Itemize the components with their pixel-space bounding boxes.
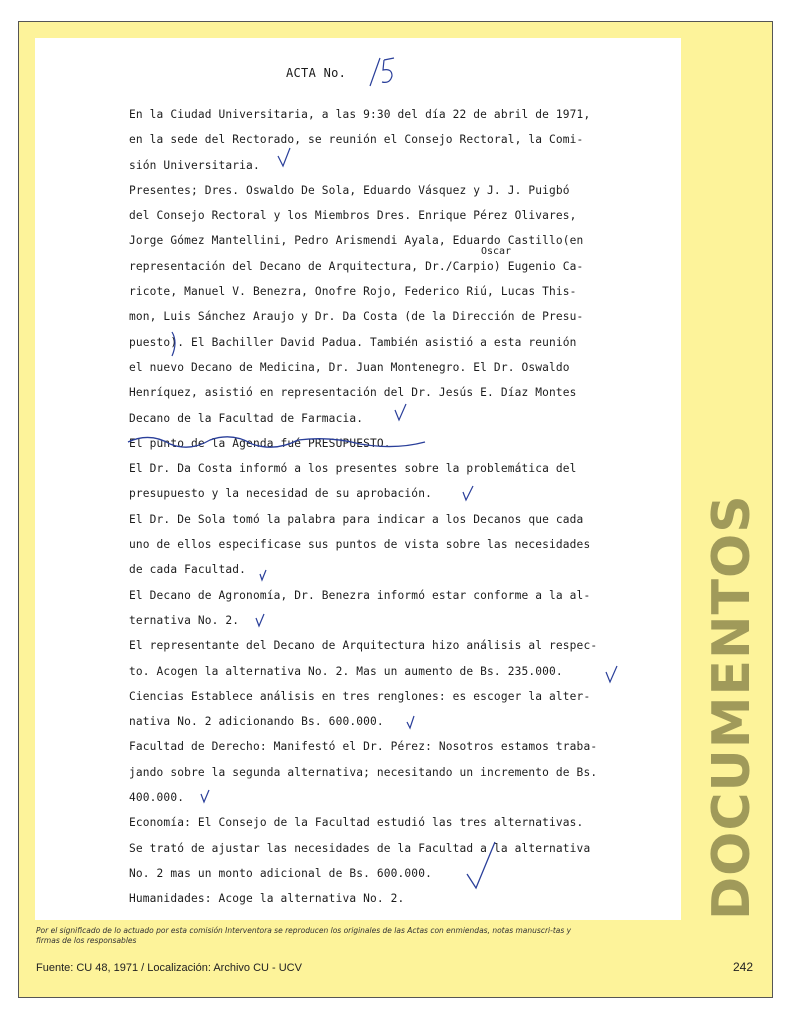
- acta-line: El representante del Decano de Arquitectura hizo análisis al respec-: [129, 639, 598, 653]
- acta-line: sión Universitaria.: [129, 158, 260, 172]
- page-number: 242: [733, 960, 754, 974]
- acta-line: Se trató de ajustar las necesidades de la Facultad a la alternativa: [129, 841, 591, 855]
- acta-line: El Decano de Agronomía, Dr. Benezra informó estar conforme a la al-: [129, 588, 591, 602]
- acta-line: El Dr. De Sola tomó la palabra para indicar a los Decanos que cada: [129, 512, 584, 526]
- acta-line: en la sede del Rectorado, se reunión el Consejo Rectoral, la Comi-: [129, 133, 584, 147]
- section-label: DOCUMENTOS: [702, 494, 762, 920]
- figure-caption: Por el significado de lo actuado por esta comisión Interventora se reproducen los originales de las Actas con enmiendas, notas manuscri-tas y firmas de los responsables: [36, 926, 572, 945]
- acta-line: el nuevo Decano de Medicina, Dr. Juan Montenegro. El Dr. Oswaldo: [129, 360, 570, 374]
- acta-line: nativa No. 2 adicionando Bs. 600.000.: [129, 715, 384, 729]
- acta-line: jando sobre la segunda alternativa; necesitando un incremento de Bs.: [129, 765, 598, 779]
- acta-line: Henríquez, asistió en representación del Dr. Jesús E. Díaz Montes: [129, 386, 577, 400]
- acta-title: ACTA No.: [286, 66, 347, 80]
- acta-line: No. 2 mas un monto adicional de Bs. 600.000.: [129, 866, 432, 880]
- acta-line: del Consejo Rectoral y los Miembros Dres. Enrique Pérez Olivares,: [129, 209, 577, 223]
- acta-line: ricote, Manuel V. Benezra, Onofre Rojo, Federico Riú, Lucas This-: [129, 285, 577, 299]
- acta-line: Humanidades: Acoge la alternativa No. 2.: [129, 892, 405, 906]
- handwritten-acta-number: [360, 50, 400, 90]
- acta-line: El Dr. Da Costa informó a los presentes sobre la problemática del: [129, 462, 577, 476]
- handwritten-oscar-note: Oscar: [481, 246, 512, 257]
- acta-line: Ciencias Establece análisis en tres renglones: es escoger la alter-: [129, 689, 591, 703]
- acta-line: representación del Decano de Arquitectura, Dr./Carpio) Eugenio Ca-: [129, 259, 584, 273]
- source-line: Fuente: CU 48, 1971 / Localización: Archivo CU - UCV: [36, 962, 302, 974]
- acta-line: uno de ellos especificase sus puntos de vista sobre las necesidades: [129, 538, 591, 552]
- acta-body: [129, 102, 649, 912]
- acta-line: En la Ciudad Universitaria, a las 9:30 del día 22 de abril de 1971,: [129, 108, 591, 121]
- acta-line: de cada Facultad.: [129, 563, 247, 577]
- acta-line: Decano de la Facultad de Farmacia.: [129, 411, 364, 425]
- acta-line: El punto de la Agenda fué PRESUPUESTO.: [129, 436, 391, 450]
- acta-line: to. Acogen la alternativa No. 2. Mas un aumento de Bs. 235.000.: [129, 664, 563, 678]
- acta-line: Presentes; Dres. Oswaldo De Sola, Eduardo Vásquez y J. J. Puigbó: [129, 183, 570, 197]
- acta-line: 400.000.: [129, 791, 185, 805]
- acta-line: ternativa No. 2.: [129, 613, 240, 627]
- acta-line: mon, Luis Sánchez Araujo y Dr. Da Costa (de la Dirección de Presu-: [129, 310, 584, 324]
- acta-line: Economía: El Consejo de la Facultad estudió las tres alternativas.: [129, 816, 584, 830]
- acta-line: Facultad de Derecho: Manifestó el Dr. Pérez: Nosotros estamos traba-: [129, 740, 598, 754]
- acta-line: Jorge Gómez Mantellini, Pedro Arismendi Ayala, Eduardo Castillo(en: [129, 234, 584, 248]
- acta-line: puesto). El Bachiller David Padua. También asistió a esta reunión: [129, 335, 577, 349]
- acta-line: presupuesto y la necesidad de su aprobación.: [129, 487, 432, 501]
